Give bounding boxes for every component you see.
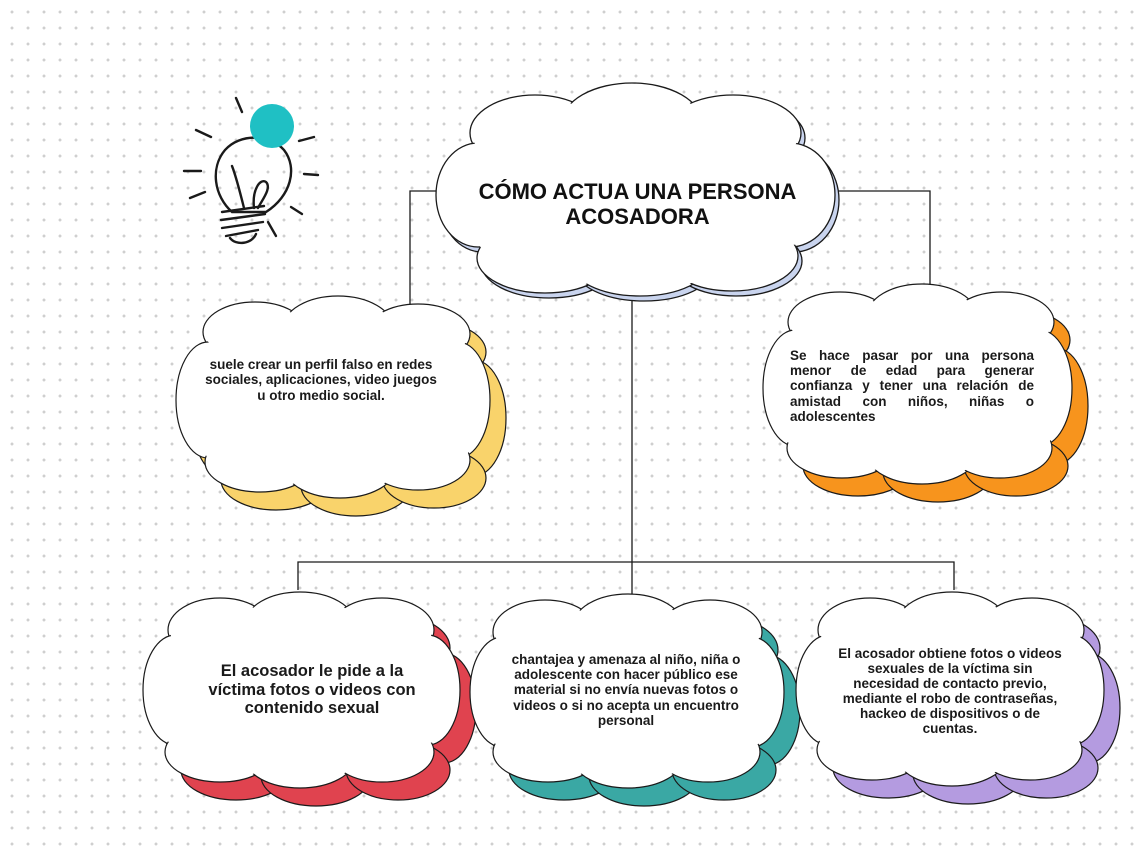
connector-left (410, 191, 437, 320)
bulb-accent-dot (250, 104, 294, 148)
node-fake-profile-text: suele crear un perfil falso en redes sociales, aplicaciones, video juegos u otro medio social. (205, 357, 437, 403)
node-steals-content-text: El acosador obtiene fotos o videos sexuales de la víctima sin necesidad de contacto previo, mediante el robo de contraseñas, hackeo de dispositivos o de cuentas. (838, 645, 1062, 737)
node-pretend-minor-text: Se hace pasar por una persona menor de edad para generar confianza y tener una relación de amistad con niños, niñas o adolescentes (790, 348, 1034, 424)
connector-bottom-bar (298, 562, 954, 590)
diagram-title: CÓMO ACTUA UNA PERSONA ACOSADORA (478, 179, 797, 229)
node-requests-photos-text: El acosador le pide a la víctima fotos o videos con contenido sexual (208, 662, 416, 718)
node-blackmail-text: chantajea y amenaza al niño, niña o adolescente con hacer público ese material si no envía nuevas fotos o videos o si no acepta un encuentro personal (511, 652, 741, 728)
